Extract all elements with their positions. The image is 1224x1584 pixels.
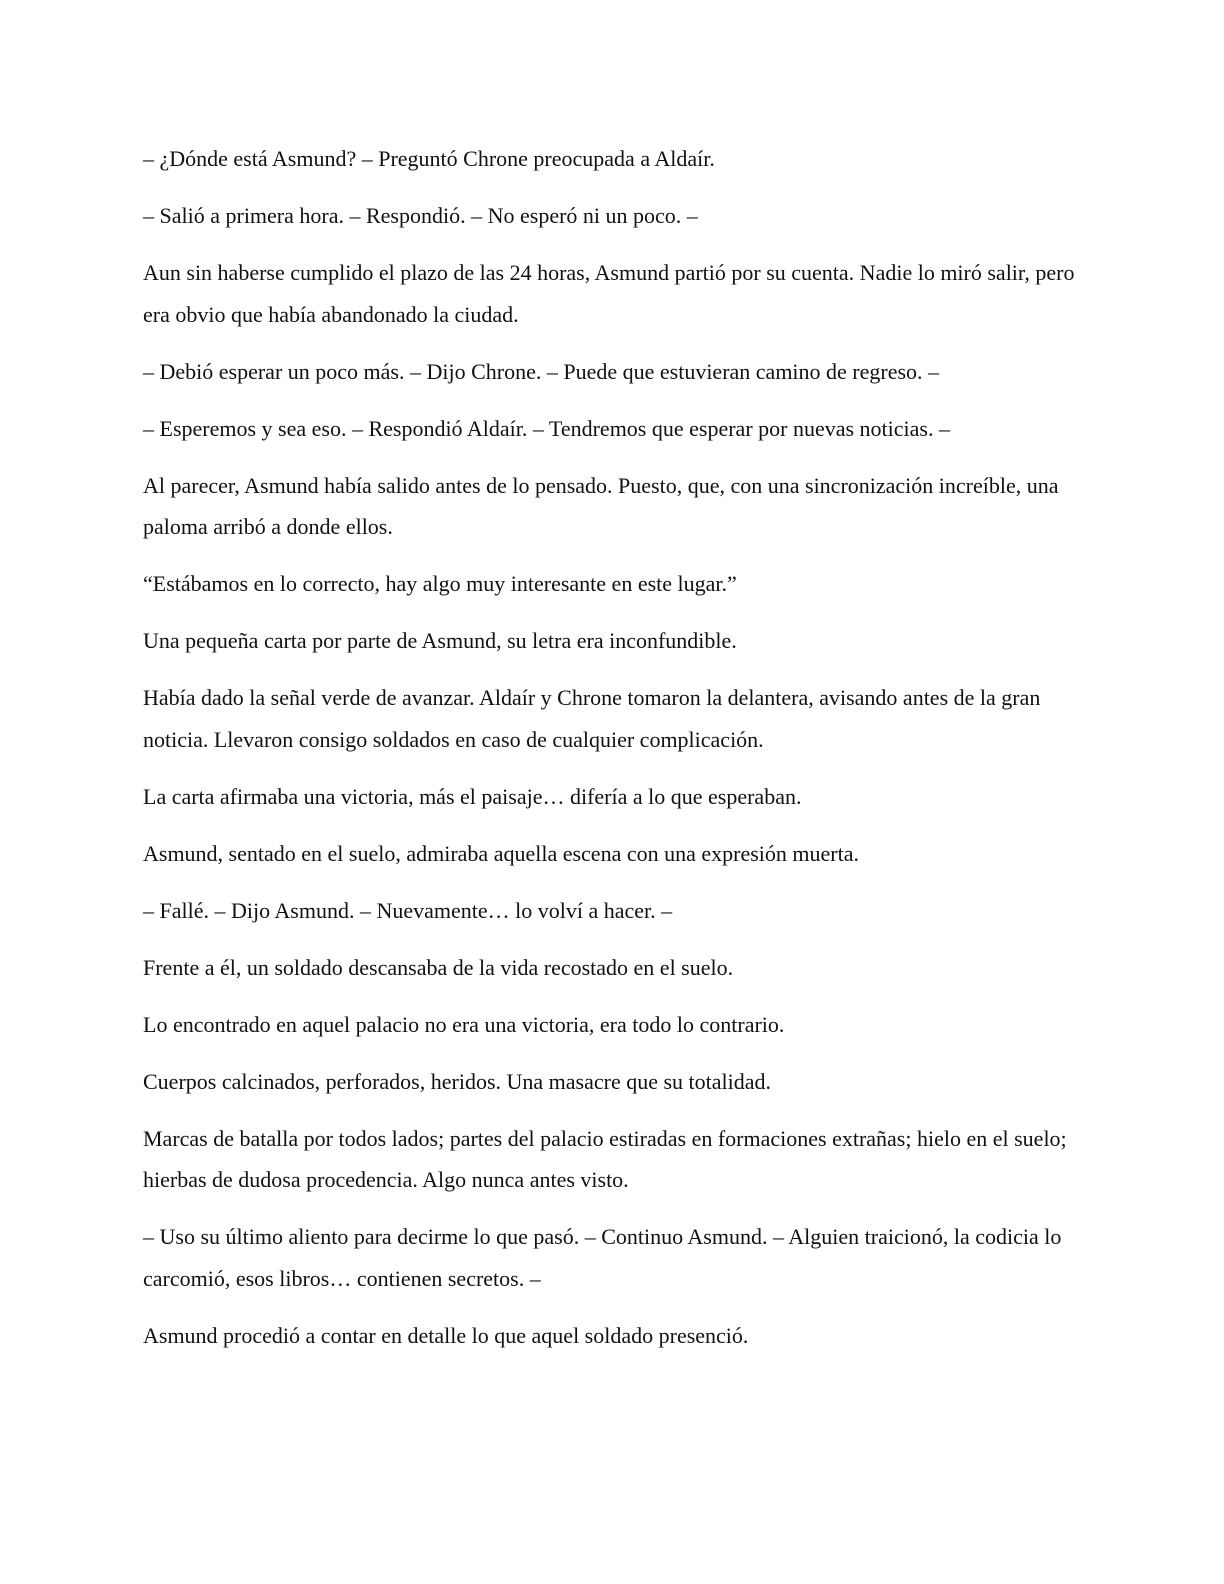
paragraph: – Salió a primera hora. – Respondió. – No esperó ni un poco. – — [143, 203, 698, 228]
paragraph: – Fallé. – Dijo Asmund. – Nuevamente… lo volví a hacer. – — [143, 897, 673, 923]
paragraph: Asmund procedió a contar en detalle lo que aquel soldado presenció. — [143, 1322, 749, 1348]
paragraph: Asmund, sentado en el suelo, admiraba aquella escena con una expresión muerta. — [143, 840, 859, 866]
document-page — [143, 138, 1078, 1372]
paragraph: Aun sin haberse cumplido el plazo de las 24 horas, Asmund partió por su cuenta. Nadie lo miró salir, pero era obvio que había abandonado la ciudad. — [143, 260, 1075, 327]
paragraph: Frente a él, un soldado descansaba de la vida recostado en el suelo. — [143, 954, 734, 980]
paragraph: Cuerpos calcinados, perforados, heridos. Una masacre que su totalidad. — [143, 1068, 772, 1094]
paragraph: – Uso su último aliento para decirme lo que pasó. – Continuo Asmund. – Alguien traicionó, la codicia lo carcomió, esos libros… contienen secretos. – — [143, 1224, 1062, 1291]
paragraph: Al parecer, Asmund había salido antes de lo pensado. Puesto, que, con una sincronización increíble, una paloma arribó a donde ellos. — [143, 472, 1059, 539]
paragraph: – Esperemos y sea eso. – Respondió Aldaír. – Tendremos que esperar por nuevas noticias. – — [143, 415, 950, 441]
paragraph: Lo encontrado en aquel palacio no era una victoria, era todo lo contrario. — [143, 1011, 785, 1037]
paragraph: “Estábamos en lo correcto, hay algo muy interesante en este lugar.” — [143, 571, 737, 596]
paragraph: Marcas de batalla por todos lados; partes del palacio estiradas en formaciones extrañas; hielo en el suelo; hierbas de dudosa procedencia. Algo nunca antes visto. — [143, 1125, 1067, 1192]
paragraph: La carta afirmaba una victoria, más el paisaje… difería a lo que esperaban. — [143, 783, 802, 809]
paragraph: Una pequeña carta por parte de Asmund, su letra era inconfundible. — [143, 628, 737, 653]
paragraph: – ¿Dónde está Asmund? – Preguntó Chrone preocupada a Aldaír. — [143, 146, 715, 171]
paragraph: – Debió esperar un poco más. – Dijo Chrone. – Puede que estuvieran camino de regreso. – — [143, 358, 940, 384]
paragraph: Había dado la señal verde de avanzar. Aldaír y Chrone tomaron la delantera, avisando antes de la gran noticia. Llevaron consigo soldados en caso de cualquier complicación. — [143, 685, 1041, 752]
